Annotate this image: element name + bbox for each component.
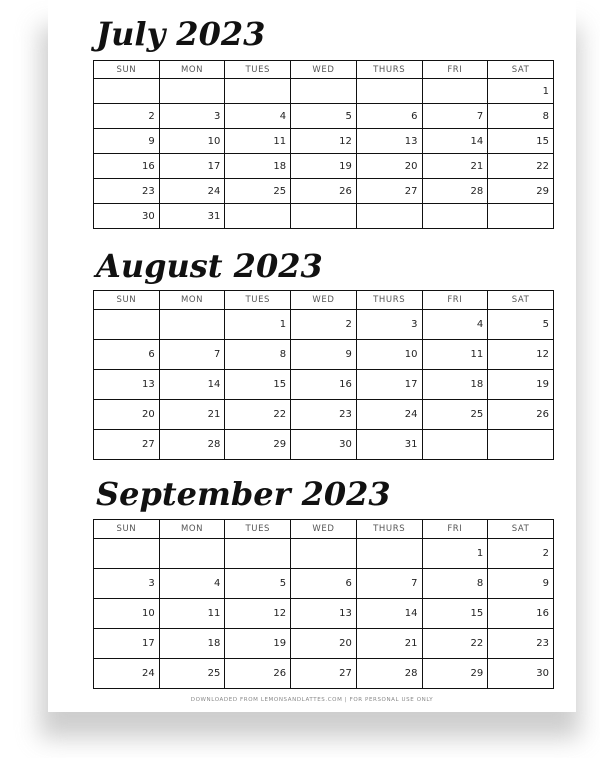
day-cell: 3 [356, 310, 422, 340]
day-cell: 20 [94, 400, 160, 430]
day-cell: 7 [159, 340, 225, 370]
day-cell: 24 [356, 400, 422, 430]
day-cell: 10 [159, 129, 225, 154]
day-cell: 16 [94, 154, 160, 179]
weekday-header: MON [159, 291, 225, 310]
day-cell: 13 [356, 129, 422, 154]
week-row [94, 569, 554, 599]
day-cell: 28 [422, 179, 488, 204]
day-cell [225, 79, 291, 104]
day-cell: 27 [356, 179, 422, 204]
day-cell [225, 539, 291, 569]
day-cell: 5 [225, 569, 291, 599]
day-cell: 17 [356, 370, 422, 400]
day-cell: 11 [159, 599, 225, 629]
day-cell [94, 539, 160, 569]
day-cell: 10 [94, 599, 160, 629]
week-row [94, 179, 554, 204]
week-row [94, 539, 554, 569]
day-cell: 1 [422, 539, 488, 569]
weekday-header: MON [159, 520, 225, 539]
day-cell: 11 [422, 340, 488, 370]
day-cell [159, 310, 225, 340]
month-title: July 2023 [96, 15, 266, 53]
day-cell: 19 [291, 154, 357, 179]
day-cell: 2 [94, 104, 160, 129]
week-row [94, 129, 554, 154]
month-title: September 2023 [96, 475, 391, 513]
weekday-header: SAT [488, 61, 554, 79]
day-cell: 6 [291, 569, 357, 599]
day-cell: 8 [488, 104, 554, 129]
day-cell: 18 [159, 629, 225, 659]
day-cell [356, 79, 422, 104]
week-row [94, 104, 554, 129]
day-cell: 29 [488, 179, 554, 204]
day-cell [488, 430, 554, 460]
week-row [94, 599, 554, 629]
day-cell: 1 [488, 79, 554, 104]
day-cell: 23 [488, 629, 554, 659]
day-cell: 30 [291, 430, 357, 460]
weekday-header: TUES [225, 291, 291, 310]
day-cell [159, 79, 225, 104]
day-cell: 23 [94, 179, 160, 204]
day-cell: 27 [94, 430, 160, 460]
day-cell: 19 [488, 370, 554, 400]
day-cell: 4 [159, 569, 225, 599]
day-cell [356, 539, 422, 569]
day-cell [291, 79, 357, 104]
day-cell: 9 [94, 129, 160, 154]
day-cell: 19 [225, 629, 291, 659]
month-title: August 2023 [96, 247, 323, 285]
day-cell: 9 [488, 569, 554, 599]
weekday-header: WED [291, 520, 357, 539]
week-row [94, 154, 554, 179]
weekday-header: SUN [94, 61, 160, 79]
day-cell: 12 [488, 340, 554, 370]
day-cell: 31 [356, 430, 422, 460]
day-cell: 30 [94, 204, 160, 229]
day-cell: 7 [422, 104, 488, 129]
day-cell: 21 [422, 154, 488, 179]
week-row [94, 400, 554, 430]
day-cell: 29 [225, 430, 291, 460]
day-cell: 4 [422, 310, 488, 340]
day-cell: 21 [356, 629, 422, 659]
calendar-grid [93, 60, 554, 229]
day-cell: 13 [94, 370, 160, 400]
day-cell: 22 [488, 154, 554, 179]
day-cell: 2 [488, 539, 554, 569]
day-cell [422, 204, 488, 229]
day-cell [94, 310, 160, 340]
day-cell: 14 [159, 370, 225, 400]
day-cell: 9 [291, 340, 357, 370]
week-row [94, 310, 554, 340]
day-cell: 16 [488, 599, 554, 629]
weekday-header: TUES [225, 61, 291, 79]
week-row [94, 204, 554, 229]
day-cell: 15 [225, 370, 291, 400]
day-cell: 29 [422, 659, 488, 689]
day-cell [356, 204, 422, 229]
day-cell [291, 539, 357, 569]
day-cell: 5 [291, 104, 357, 129]
day-cell: 13 [291, 599, 357, 629]
day-cell: 31 [159, 204, 225, 229]
day-cell: 8 [225, 340, 291, 370]
day-cell: 17 [159, 154, 225, 179]
day-cell: 25 [225, 179, 291, 204]
day-cell: 18 [422, 370, 488, 400]
day-cell [225, 204, 291, 229]
day-cell: 25 [422, 400, 488, 430]
weekday-header-row [94, 291, 554, 310]
weekday-header: SAT [488, 291, 554, 310]
day-cell: 16 [291, 370, 357, 400]
weekday-header: FRI [422, 61, 488, 79]
weekday-header: THURS [356, 291, 422, 310]
weekday-header-row [94, 61, 554, 79]
day-cell: 2 [291, 310, 357, 340]
week-row [94, 340, 554, 370]
day-cell: 3 [94, 569, 160, 599]
day-cell: 25 [159, 659, 225, 689]
day-cell: 4 [225, 104, 291, 129]
weekday-header: SUN [94, 291, 160, 310]
day-cell: 27 [291, 659, 357, 689]
day-cell: 6 [94, 340, 160, 370]
day-cell [422, 79, 488, 104]
weekday-header: FRI [422, 291, 488, 310]
day-cell: 24 [94, 659, 160, 689]
weekday-header: WED [291, 291, 357, 310]
weekday-header-row [94, 520, 554, 539]
day-cell: 20 [356, 154, 422, 179]
weekday-header: WED [291, 61, 357, 79]
day-cell: 14 [356, 599, 422, 629]
week-row [94, 629, 554, 659]
day-cell: 23 [291, 400, 357, 430]
day-cell [422, 430, 488, 460]
day-cell: 5 [488, 310, 554, 340]
day-cell: 18 [225, 154, 291, 179]
day-cell: 28 [159, 430, 225, 460]
week-row [94, 430, 554, 460]
day-cell: 6 [356, 104, 422, 129]
calendar-grid [93, 290, 554, 460]
weekday-header: SUN [94, 520, 160, 539]
day-cell [291, 204, 357, 229]
day-cell: 28 [356, 659, 422, 689]
weekday-header: THURS [356, 520, 422, 539]
day-cell: 26 [291, 179, 357, 204]
calendar-grid [93, 519, 554, 689]
week-row [94, 79, 554, 104]
day-cell: 20 [291, 629, 357, 659]
week-row [94, 659, 554, 689]
weekday-header: MON [159, 61, 225, 79]
week-row [94, 370, 554, 400]
day-cell: 7 [356, 569, 422, 599]
day-cell: 14 [422, 129, 488, 154]
day-cell: 3 [159, 104, 225, 129]
day-cell: 26 [488, 400, 554, 430]
day-cell [488, 204, 554, 229]
weekday-header: SAT [488, 520, 554, 539]
day-cell: 12 [291, 129, 357, 154]
day-cell: 24 [159, 179, 225, 204]
day-cell: 15 [488, 129, 554, 154]
day-cell: 22 [225, 400, 291, 430]
day-cell: 26 [225, 659, 291, 689]
day-cell: 10 [356, 340, 422, 370]
day-cell [94, 79, 160, 104]
day-cell: 11 [225, 129, 291, 154]
weekday-header: FRI [422, 520, 488, 539]
day-cell: 15 [422, 599, 488, 629]
footer-text: DOWNLOADED FROM LEMONSANDLATTES.COM | FOR PERSONAL USE ONLY [190, 697, 434, 703]
weekday-header: TUES [225, 520, 291, 539]
day-cell: 17 [94, 629, 160, 659]
day-cell: 21 [159, 400, 225, 430]
day-cell: 30 [488, 659, 554, 689]
day-cell: 8 [422, 569, 488, 599]
day-cell: 1 [225, 310, 291, 340]
day-cell [159, 539, 225, 569]
weekday-header: THURS [356, 61, 422, 79]
printable-page [48, 0, 576, 712]
day-cell: 12 [225, 599, 291, 629]
day-cell: 22 [422, 629, 488, 659]
